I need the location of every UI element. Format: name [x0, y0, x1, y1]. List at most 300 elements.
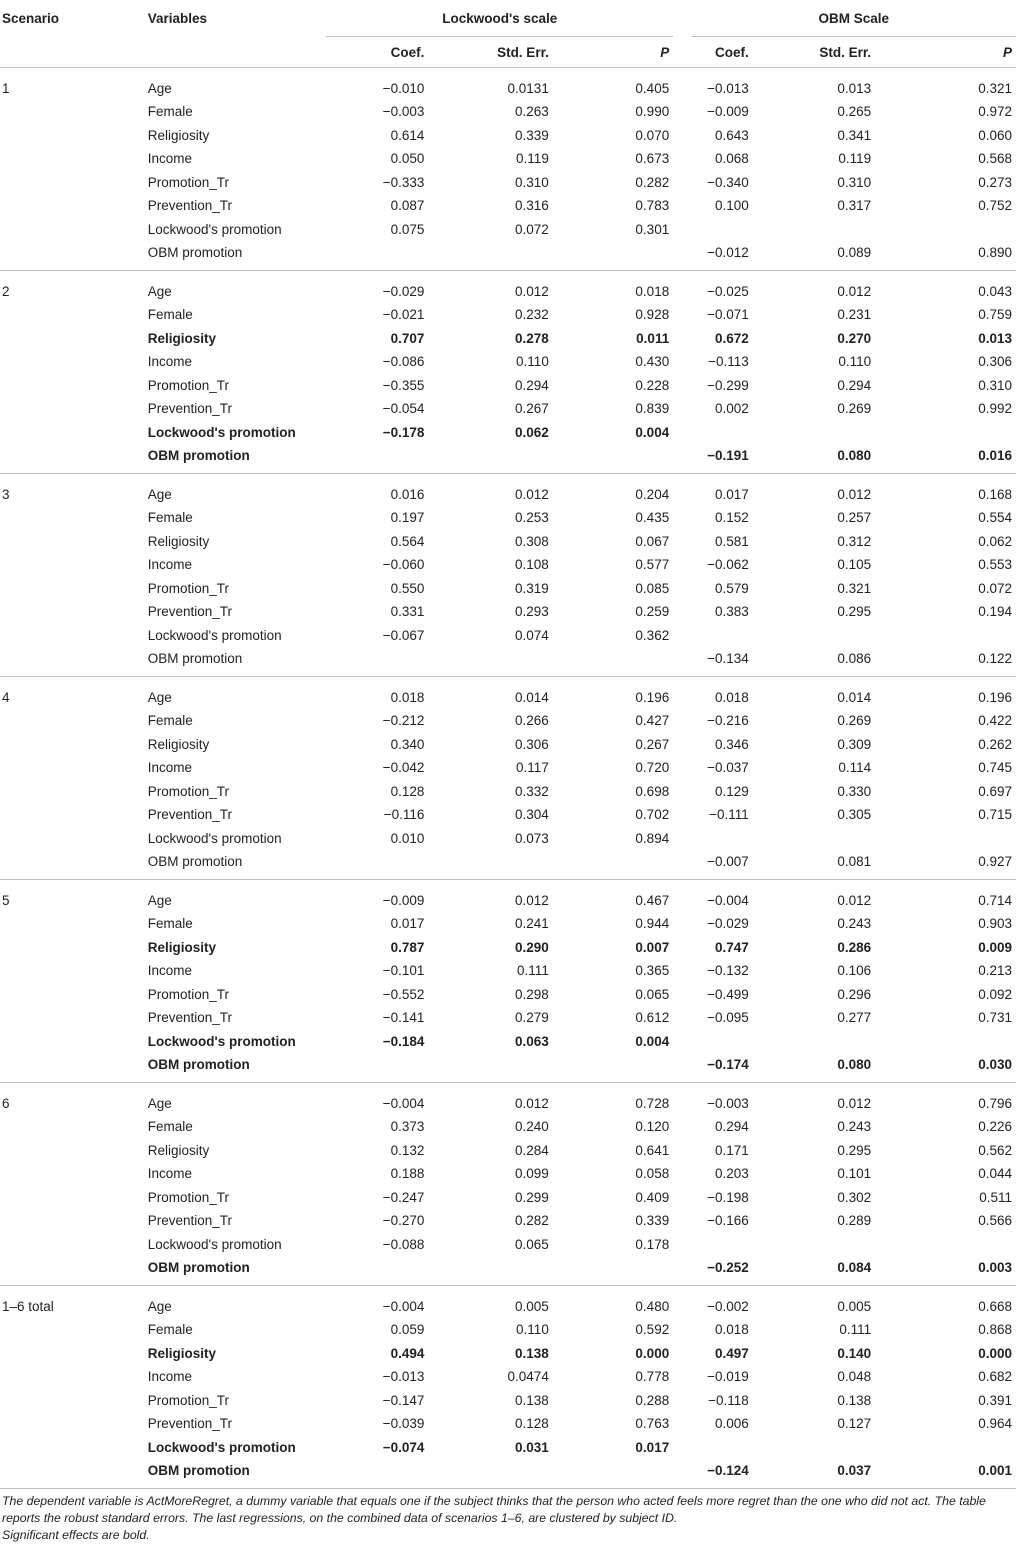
- lockwood-coef-cell: −0.088: [382, 1236, 425, 1252]
- obm-stderr-cell: [753, 218, 875, 242]
- obm-stderr-cell: 0.330: [837, 783, 872, 799]
- obm-coef-cell: −0.198: [707, 1189, 749, 1205]
- lockwood-p-cell: 0.409: [635, 1189, 670, 1205]
- lockwood-stderr-cell: 0.278: [515, 330, 549, 346]
- table-row: [0, 421, 1016, 445]
- obm-p-cell: 0.731: [978, 1010, 1012, 1026]
- lockwood-stderr-cell: 0.110: [516, 354, 549, 370]
- scenario-label: [0, 1053, 141, 1083]
- lockwood-stderr-cell: [428, 647, 552, 677]
- obm-coef-cell: 0.171: [714, 1142, 749, 1158]
- lockwood-p-cell: [553, 1256, 673, 1286]
- obm-coef-cell: −0.004: [707, 892, 749, 908]
- obm-p-cell: 0.213: [978, 963, 1012, 979]
- column-gap: [673, 1342, 691, 1366]
- scenario-label: [0, 444, 141, 474]
- lockwood-stderr-cell: 0.065: [515, 1236, 549, 1252]
- lockwood-coef-cell: −0.074: [382, 1439, 425, 1455]
- lockwood-stderr-cell: 0.099: [515, 1166, 549, 1182]
- scenario-label: [0, 1412, 141, 1436]
- lockwood-stderr-cell: 0.332: [515, 783, 549, 799]
- table-row: [0, 1083, 1016, 1116]
- obm-stderr-cell: 0.012: [837, 283, 872, 299]
- lockwood-coef-cell: 0.197: [390, 510, 425, 526]
- lockwood-p-cell: 0.894: [635, 830, 670, 846]
- obm-coef-cell: 0.068: [714, 151, 749, 167]
- obm-coef-cell: −0.174: [692, 1053, 753, 1083]
- obm-p-cell: 0.796: [978, 1095, 1012, 1111]
- obm-stderr-cell: 0.317: [837, 198, 872, 214]
- lockwood-coef-cell: −0.010: [382, 80, 425, 96]
- obm-stderr-cell: 0.013: [837, 80, 872, 96]
- obm-coef-cell: 0.643: [714, 127, 749, 143]
- obm-stderr-cell: 0.257: [837, 510, 872, 526]
- table-row: [0, 444, 1016, 474]
- obm-stderr-cell: [753, 1233, 875, 1257]
- obm-coef-cell: 0.129: [714, 783, 749, 799]
- obm-coef-cell: [692, 1233, 753, 1257]
- lockwood-coef-cell: −0.101: [382, 963, 425, 979]
- obm-coef-cell: 0.294: [714, 1119, 749, 1135]
- table-row: [0, 600, 1016, 624]
- table-row: [0, 397, 1016, 421]
- scenario-label: [0, 1256, 141, 1286]
- scenario-label: [0, 600, 141, 624]
- lockwood-p-cell: [553, 1053, 673, 1083]
- lockwood-coef-cell: [326, 1459, 428, 1489]
- lockwood-coef-cell: −0.003: [382, 104, 425, 120]
- scenario-label: [0, 506, 141, 530]
- scenario-label: [0, 241, 141, 271]
- obm-stderr-cell: [753, 1030, 875, 1054]
- lockwood-stderr-cell: 0.062: [515, 424, 549, 440]
- table-row: [0, 194, 1016, 218]
- column-gap: [673, 733, 691, 757]
- column-gap: [673, 553, 691, 577]
- lockwood-coef-cell: −0.042: [382, 760, 425, 776]
- variable-name: Female: [147, 510, 193, 526]
- lockwood-coef-cell: −0.116: [383, 807, 425, 823]
- table-row: [0, 374, 1016, 398]
- variable-name: Female: [147, 916, 193, 932]
- variable-name: Income: [147, 1369, 193, 1385]
- lockwood-p-cell: 0.120: [635, 1119, 670, 1135]
- obm-p-cell: 0.194: [978, 604, 1012, 620]
- variable-name: Lockwood's promotion: [147, 1236, 282, 1252]
- column-gap: [673, 1030, 691, 1054]
- lockwood-coef-cell: 0.494: [390, 1345, 425, 1361]
- column-gap: [673, 850, 691, 880]
- column-gap: [673, 677, 691, 710]
- variable-name: Promotion_Tr: [147, 1392, 230, 1408]
- obm-coef-cell: 0.006: [714, 1416, 749, 1432]
- table-row: [0, 733, 1016, 757]
- obm-stderr-cell: 0.101: [837, 1166, 872, 1182]
- header-obm-stderr: Std. Err.: [753, 37, 875, 68]
- lockwood-p-cell: 0.427: [635, 713, 670, 729]
- column-gap: [673, 983, 691, 1007]
- table-row: [0, 1233, 1016, 1257]
- table-row: [0, 1412, 1016, 1436]
- lockwood-stderr-cell: [428, 1053, 552, 1083]
- table-row: [0, 1209, 1016, 1233]
- table-row: [0, 218, 1016, 242]
- scenario-label: [0, 1006, 141, 1030]
- table-row: [0, 1030, 1016, 1054]
- obm-p-cell: 0.168: [978, 486, 1012, 502]
- lockwood-stderr-cell: 0.298: [515, 986, 549, 1002]
- table-row: [0, 756, 1016, 780]
- lockwood-stderr-cell: [428, 1256, 552, 1286]
- table-footnote: [0, 1489, 1016, 1544]
- table-row: [0, 936, 1016, 960]
- scenario-label: 4: [2, 689, 10, 705]
- column-gap: [673, 880, 691, 913]
- table-row: [0, 1365, 1016, 1389]
- lockwood-p-cell: 0.720: [635, 760, 670, 776]
- variable-name: Prevention_Tr: [147, 401, 233, 417]
- lockwood-stderr-cell: 0.232: [515, 307, 549, 323]
- table-row: [0, 983, 1016, 1007]
- obm-stderr-cell: [753, 1436, 875, 1460]
- lockwood-p-cell: 0.282: [635, 174, 670, 190]
- obm-stderr-cell: 0.114: [838, 760, 872, 776]
- lockwood-stderr-cell: 0.308: [515, 533, 549, 549]
- lockwood-stderr-cell: 0.012: [515, 486, 549, 502]
- obm-stderr-cell: 0.296: [837, 986, 872, 1002]
- scenario-label: [0, 936, 141, 960]
- table-row: [0, 1006, 1016, 1030]
- obm-coef-cell: 0.018: [714, 1322, 749, 1338]
- lockwood-stderr-cell: 0.339: [515, 127, 549, 143]
- lockwood-p-cell: 0.228: [635, 377, 670, 393]
- lockwood-coef-cell: −0.013: [382, 1369, 425, 1385]
- obm-p-cell: 0.927: [875, 850, 1016, 880]
- table-row: [0, 1459, 1016, 1489]
- scenario-label: [0, 218, 141, 242]
- column-gap: [673, 709, 691, 733]
- table-header: [0, 0, 1016, 68]
- variable-name: OBM promotion: [141, 850, 327, 880]
- lockwood-stderr-cell: 0.266: [515, 713, 549, 729]
- lockwood-coef-cell: −0.004: [382, 1095, 425, 1111]
- obm-p-cell: 0.715: [978, 807, 1012, 823]
- table-row: [0, 880, 1016, 913]
- scenario-label: 3: [2, 486, 10, 502]
- table-row: [0, 171, 1016, 195]
- obm-coef-cell: 0.017: [714, 486, 749, 502]
- obm-coef-cell: [692, 1436, 753, 1460]
- table-row: [0, 124, 1016, 148]
- obm-p-cell: 0.566: [978, 1213, 1012, 1229]
- lockwood-stderr-cell: 0.253: [515, 510, 549, 526]
- variable-name: Prevention_Tr: [147, 807, 233, 823]
- lockwood-coef-cell: 0.787: [390, 939, 425, 955]
- variable-name: Lockwood's promotion: [147, 221, 282, 237]
- obm-stderr-cell: 0.119: [838, 151, 872, 167]
- column-gap: [673, 912, 691, 936]
- obm-p-cell: 0.321: [978, 80, 1012, 96]
- obm-coef-cell: −0.002: [707, 1298, 749, 1314]
- obm-p-cell: 0.062: [978, 533, 1012, 549]
- scenario-label: [0, 100, 141, 124]
- variable-name: Religiosity: [147, 1345, 217, 1361]
- obm-stderr-cell: 0.270: [837, 330, 872, 346]
- obm-coef-cell: 0.581: [714, 533, 749, 549]
- column-gap: [673, 397, 691, 421]
- column-gap: [673, 1389, 691, 1413]
- lockwood-stderr-cell: 0.031: [515, 1439, 549, 1455]
- lockwood-coef-cell: 0.373: [390, 1119, 425, 1135]
- obm-coef-cell: 0.346: [714, 736, 749, 752]
- obm-stderr-cell: 0.012: [837, 1095, 872, 1111]
- obm-coef-cell: −0.252: [692, 1256, 753, 1286]
- scenario-label: [0, 912, 141, 936]
- lockwood-stderr-cell: 0.138: [515, 1392, 549, 1408]
- table-row: [0, 1436, 1016, 1460]
- obm-stderr-cell: 0.110: [838, 354, 872, 370]
- lockwood-stderr-cell: 0.282: [515, 1213, 549, 1229]
- table-body: [0, 68, 1016, 1489]
- table-row: [0, 1389, 1016, 1413]
- lockwood-p-cell: 0.435: [635, 510, 670, 526]
- obm-stderr-cell: 0.089: [753, 241, 875, 271]
- obm-stderr-cell: 0.080: [753, 1053, 875, 1083]
- column-gap: [673, 780, 691, 804]
- obm-coef-cell: −0.095: [707, 1010, 749, 1026]
- obm-coef-cell: 0.203: [714, 1166, 749, 1182]
- obm-p-cell: 0.226: [978, 1119, 1012, 1135]
- obm-stderr-cell: 0.231: [837, 307, 872, 323]
- scenario-label: [0, 1365, 141, 1389]
- table-row: [0, 350, 1016, 374]
- obm-stderr-cell: 0.341: [837, 127, 872, 143]
- lockwood-coef-cell: 0.614: [390, 127, 425, 143]
- lockwood-stderr-cell: 0.073: [515, 830, 549, 846]
- obm-stderr-cell: 0.295: [837, 604, 872, 620]
- lockwood-coef-cell: −0.060: [382, 557, 425, 573]
- obm-coef-cell: −0.062: [707, 557, 749, 573]
- obm-stderr-cell: 0.294: [837, 377, 872, 393]
- variable-name: OBM promotion: [141, 241, 327, 271]
- column-gap: [673, 1083, 691, 1116]
- column-gap: [673, 124, 691, 148]
- table-row: [0, 647, 1016, 677]
- lockwood-stderr-cell: 0.012: [515, 283, 549, 299]
- lockwood-coef-cell: 0.188: [390, 1166, 425, 1182]
- header-scenario: Scenario: [2, 10, 60, 26]
- table-row: [0, 1053, 1016, 1083]
- table-row: [0, 271, 1016, 304]
- obm-coef-cell: [692, 1030, 753, 1054]
- obm-stderr-cell: 0.269: [837, 713, 872, 729]
- scenario-label: [0, 1342, 141, 1366]
- lockwood-p-cell: 0.011: [636, 330, 670, 346]
- obm-stderr-cell: 0.012: [837, 892, 872, 908]
- table-row: [0, 553, 1016, 577]
- obm-p-cell: 0.714: [978, 892, 1012, 908]
- column-gap: [673, 171, 691, 195]
- lockwood-p-cell: 0.430: [635, 354, 670, 370]
- scenario-label: [0, 756, 141, 780]
- variable-name: Religiosity: [147, 1142, 210, 1158]
- obm-coef-cell: −0.009: [707, 104, 749, 120]
- lockwood-stderr-cell: 0.310: [515, 174, 549, 190]
- lockwood-stderr-cell: 0.284: [515, 1142, 549, 1158]
- scenario-label: [0, 1209, 141, 1233]
- scenario-label: 1: [2, 80, 10, 96]
- variable-name: Promotion_Tr: [147, 580, 230, 596]
- table-row: [0, 850, 1016, 880]
- column-gap: [673, 936, 691, 960]
- obm-stderr-cell: 0.106: [837, 963, 872, 979]
- scenario-label: [0, 327, 141, 351]
- table-row: [0, 827, 1016, 851]
- lockwood-stderr-cell: 0.138: [515, 1345, 549, 1361]
- lockwood-p-cell: [553, 241, 673, 271]
- column-gap: [673, 100, 691, 124]
- obm-stderr-cell: 0.127: [837, 1416, 872, 1432]
- obm-p-cell: 0.122: [875, 647, 1016, 677]
- obm-coef-cell: 0.747: [714, 939, 749, 955]
- obm-coef-cell: −0.111: [709, 807, 749, 823]
- table-row: [0, 577, 1016, 601]
- column-gap: [673, 68, 691, 101]
- obm-coef-cell: −0.029: [707, 916, 749, 932]
- lockwood-coef-cell: −0.067: [382, 627, 425, 643]
- variable-name: Female: [147, 307, 193, 323]
- lockwood-p-cell: 0.728: [635, 1095, 670, 1111]
- scenario-label: [0, 1436, 141, 1460]
- column-gap: [673, 147, 691, 171]
- lockwood-p-cell: 0.698: [635, 783, 670, 799]
- obm-stderr-cell: 0.084: [753, 1256, 875, 1286]
- scenario-label: [0, 577, 141, 601]
- lockwood-coef-cell: 0.016: [390, 486, 425, 502]
- column-gap: [673, 600, 691, 624]
- variable-name: Female: [147, 713, 193, 729]
- obm-p-cell: [875, 624, 1016, 648]
- obm-p-cell: 0.697: [978, 783, 1012, 799]
- obm-coef-cell: −0.007: [692, 850, 753, 880]
- lockwood-coef-cell: 0.331: [390, 604, 425, 620]
- lockwood-stderr-cell: [428, 444, 552, 474]
- scenario-label: [0, 1233, 141, 1257]
- obm-coef-cell: −0.134: [692, 647, 753, 677]
- lockwood-coef-cell: 0.059: [390, 1322, 425, 1338]
- obm-p-cell: 0.511: [979, 1189, 1012, 1205]
- obm-p-cell: 0.009: [978, 939, 1012, 955]
- obm-p-cell: 0.759: [978, 307, 1012, 323]
- table-row: [0, 303, 1016, 327]
- lockwood-coef-cell: −0.141: [382, 1010, 425, 1026]
- lockwood-stderr-cell: [428, 241, 552, 271]
- variable-name: Religiosity: [147, 127, 210, 143]
- lockwood-p-cell: 0.405: [635, 80, 670, 96]
- variable-name: Age: [147, 1095, 172, 1111]
- lockwood-stderr-cell: [428, 850, 552, 880]
- table-row: [0, 677, 1016, 710]
- lockwood-coef-cell: [326, 241, 428, 271]
- lockwood-stderr-cell: 0.119: [516, 151, 549, 167]
- column-gap: [673, 827, 691, 851]
- column-gap: [673, 1286, 691, 1319]
- lockwood-p-cell: 0.070: [635, 127, 670, 143]
- lockwood-p-cell: [553, 1459, 673, 1489]
- variable-name: Female: [147, 1322, 193, 1338]
- obm-coef-cell: 0.002: [714, 401, 749, 417]
- lockwood-stderr-cell: [428, 1459, 552, 1489]
- scenario-label: [0, 124, 141, 148]
- lockwood-p-cell: 0.067: [635, 533, 670, 549]
- variable-name: Prevention_Tr: [147, 198, 233, 214]
- scenario-label: [0, 1459, 141, 1489]
- scenario-label: [0, 1318, 141, 1342]
- header-variables: Variables: [147, 10, 208, 26]
- obm-p-cell: 0.745: [978, 760, 1012, 776]
- lockwood-coef-cell: −0.178: [382, 424, 425, 440]
- scenario-label: [0, 1389, 141, 1413]
- variable-name: Prevention_Tr: [147, 604, 233, 620]
- obm-p-cell: 0.001: [875, 1459, 1016, 1489]
- obm-coef-cell: −0.013: [707, 80, 749, 96]
- lockwood-p-cell: 0.467: [635, 892, 670, 908]
- obm-p-cell: [875, 1233, 1016, 1257]
- variable-name: Lockwood's promotion: [147, 830, 282, 846]
- scenario-label: [0, 1186, 141, 1210]
- column-gap: [673, 374, 691, 398]
- obm-stderr-cell: 0.080: [753, 444, 875, 474]
- column-gap: [673, 1412, 691, 1436]
- lockwood-p-cell: 0.196: [635, 689, 670, 705]
- lockwood-p-cell: 0.004: [635, 424, 670, 440]
- lockwood-p-cell: 0.065: [635, 986, 670, 1002]
- footnote-significance: Significant effects are bold.: [2, 1528, 150, 1542]
- obm-p-cell: 0.868: [978, 1322, 1012, 1338]
- lockwood-p-cell: 0.839: [635, 401, 670, 417]
- lockwood-p-cell: 0.007: [635, 939, 670, 955]
- obm-p-cell: [875, 218, 1016, 242]
- obm-coef-cell: 0.672: [714, 330, 749, 346]
- obm-p-cell: 0.016: [875, 444, 1016, 474]
- lockwood-p-cell: 0.288: [635, 1392, 670, 1408]
- column-gap: [673, 421, 691, 445]
- obm-stderr-cell: 0.243: [837, 916, 872, 932]
- table-row: [0, 1186, 1016, 1210]
- column-gap: [673, 1139, 691, 1163]
- variable-name: Promotion_Tr: [147, 783, 230, 799]
- lockwood-coef-cell: 0.128: [390, 783, 425, 799]
- lockwood-coef-cell: 0.050: [390, 151, 425, 167]
- lockwood-coef-cell: −0.355: [382, 377, 425, 393]
- obm-p-cell: 0.196: [978, 689, 1012, 705]
- column-gap: [673, 959, 691, 983]
- column-gap: [673, 1053, 691, 1083]
- obm-p-cell: 0.964: [978, 1416, 1012, 1432]
- obm-coef-cell: 0.579: [714, 580, 749, 596]
- obm-stderr-cell: 0.243: [837, 1119, 872, 1135]
- lockwood-coef-cell: 0.087: [390, 198, 425, 214]
- lockwood-p-cell: 0.577: [635, 557, 670, 573]
- lockwood-stderr-cell: 0.111: [517, 963, 549, 979]
- obm-p-cell: 0.273: [978, 174, 1012, 190]
- obm-coef-cell: −0.124: [692, 1459, 753, 1489]
- obm-p-cell: 0.992: [978, 401, 1012, 417]
- column-gap: [673, 1233, 691, 1257]
- variable-name: Prevention_Tr: [147, 1416, 233, 1432]
- scenario-label: [0, 827, 141, 851]
- obm-stderr-cell: 0.111: [839, 1322, 872, 1338]
